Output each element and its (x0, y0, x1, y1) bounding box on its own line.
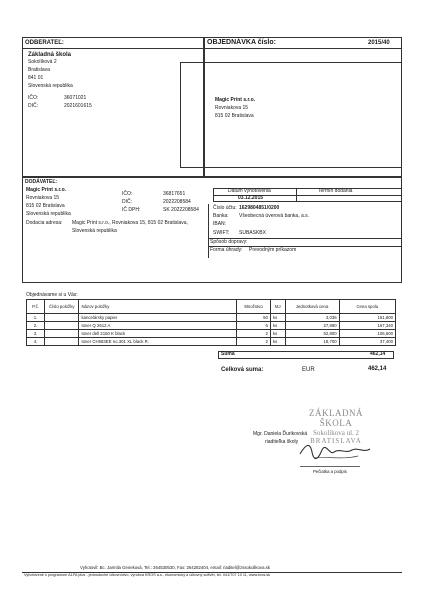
due-label: Termín dodania (318, 188, 353, 194)
row-pc: 3. (27, 330, 45, 338)
row-name: kancelársky papier (79, 314, 237, 322)
signature-caption: Pečiatka a podpis (313, 469, 347, 474)
th-pc: P.č. (27, 300, 45, 314)
payment-method-label: Forma úhrady: (210, 247, 243, 253)
table-row (27, 322, 396, 330)
items-intro: Objednávame si u Vás: (26, 292, 78, 298)
table-row (27, 314, 396, 322)
row-qty: 50 (237, 314, 271, 322)
recipient-city: 815 02 Bratislava (215, 113, 254, 119)
row-price: 18,700 (285, 338, 339, 346)
supplier-dic-label: DIČ: (122, 199, 132, 205)
supplier-ico-label: IČO: (122, 191, 133, 197)
supplier-divider (208, 204, 209, 258)
customer-box (22, 37, 204, 177)
row-code (45, 338, 79, 346)
handwritten-signature (296, 438, 376, 464)
order-heading-rule (204, 48, 402, 49)
created-date: 03.12.2015 (238, 195, 264, 201)
iban-label: IBAN: (213, 221, 227, 227)
supplier-city: 815 02 Bratislava (26, 203, 65, 209)
signer-role: riaditeľka školy (265, 439, 299, 445)
row-code (45, 322, 79, 330)
row-total: 151,800 (339, 314, 395, 322)
bank-name: Všeobecná úverová banka, a.s. (239, 213, 310, 219)
row-name: toner Q 2612 A (79, 322, 237, 330)
payment-method: Prevodným príkazom (249, 247, 297, 253)
recipient-street: Rovniakova 15 (215, 105, 249, 111)
sum-label: Suma (221, 351, 235, 357)
row-qty: 2 (237, 338, 271, 346)
customer-heading: ODBERATEĽ: (25, 40, 64, 46)
sum-box (218, 351, 394, 359)
th-total: Cena spolu (339, 300, 395, 314)
row-total: 167,340 (339, 322, 395, 330)
signer-name: Mgr. Daniela Ďurikovská (253, 431, 308, 437)
stamp-line1: ZÁKLADNÁ ŠKOLA (309, 408, 363, 428)
recipient-name: Magic Print s.r.o. (215, 97, 256, 103)
table-row (27, 330, 396, 338)
customer-ico: 36071021 (64, 95, 87, 101)
row-unit: ks (270, 314, 285, 322)
account-number: 1629804851/0200 (239, 205, 280, 211)
customer-zip: 841 01 (28, 75, 44, 81)
stamp-line2: Sokolíkova ul. 2 (312, 429, 360, 437)
th-code: Číslo položky (45, 300, 79, 314)
row-unit: ks (270, 322, 285, 330)
supplier-delivery-line2: Slovenská republika (72, 228, 117, 234)
supplier-name: Magic Print s.r.o. (26, 187, 67, 193)
swift-label: SWIFT: (213, 230, 230, 236)
row-qty: 6 (237, 322, 271, 330)
row-total: 105,600 (339, 330, 395, 338)
signature-line (300, 466, 360, 467)
supplier-icdph-label: IČ DPH: (122, 207, 141, 213)
row-name: toner CH583EE no.301 XL black R. (79, 338, 237, 346)
customer-dic: 2021601615 (64, 103, 92, 109)
footer-contact: Vyhotovil: Bc. Jarmila Geneková, Tel.: 264530530, Fax: 264282404, email: riaditel@zssokolikova.sk (80, 565, 270, 570)
customer-city: Bratislava (28, 67, 50, 73)
shipping-label: Spôsob dopravy: (210, 239, 248, 245)
row-price: 52,800 (285, 330, 339, 338)
row-code (45, 314, 79, 322)
customer-ico-label: IČO: (28, 95, 39, 101)
supplier-country: Slovenská republika (26, 211, 71, 217)
customer-country: Slovenská republika (28, 83, 73, 89)
row-pc: 1. (27, 314, 45, 322)
account-label: Číslo účtu: (213, 205, 237, 211)
customer-street: Sokolíková 2 (28, 59, 57, 65)
row-unit: ks (270, 330, 285, 338)
row-price: 3,036 (285, 314, 339, 322)
supplier-ico: 36817651 (163, 191, 186, 197)
th-price: Jednotková cena (285, 300, 339, 314)
footer-software: Vyhotovené s programom ALFA plus - jednoduché účtovníctvo, výrobca KROS a.s., ekonomický a účtovný softvér, tel. 041/707 10 11, www.kros.sk (24, 573, 271, 577)
table-row (27, 338, 396, 346)
customer-heading-rule (22, 48, 204, 49)
dates-col-rule (296, 188, 297, 202)
recipient-address-box (180, 62, 402, 168)
supplier-delivery-line1: Magic Print s.r.o., Rovniakova 15, 815 02 Bratislava, (72, 220, 188, 226)
row-code (45, 330, 79, 338)
row-price: 27,890 (285, 322, 339, 330)
table-header-row (27, 300, 396, 314)
order-number: 2015/40 (368, 40, 390, 46)
items-table (26, 299, 396, 346)
row-pc: 2. (27, 322, 45, 330)
row-name: toner dell 2150 K black (79, 330, 237, 338)
stamp-line3: BRATISLAVA (310, 437, 362, 445)
order-heading: OBJEDNÁVKA číslo: (207, 39, 276, 46)
supplier-heading: DODÁVATEĽ: (25, 179, 58, 185)
supplier-street: Rovniakova 15 (26, 195, 60, 201)
th-unit: MJ (270, 300, 285, 314)
sum-value: 462,14 (370, 351, 386, 357)
row-pc: 4. (27, 338, 45, 346)
total-label: Celková suma: (221, 367, 264, 373)
row-unit: ks (270, 338, 285, 346)
supplier-delivery-label: Dodacia adresa: (26, 220, 63, 226)
total-currency: EUR (302, 367, 315, 373)
customer-name: Základná škola (28, 52, 72, 58)
supplier-dic: 2022208584 (163, 199, 191, 205)
bank-label: Banka: (213, 213, 229, 219)
created-label: Dátum vyhotovenia (228, 188, 271, 194)
swift-value: SUBASKBX (239, 230, 266, 236)
total-value: 462,14 (368, 366, 387, 372)
row-qty: 2 (237, 330, 271, 338)
row-total: 37,400 (339, 338, 395, 346)
th-name: Názov položky (79, 300, 237, 314)
th-qty: Množstvo (237, 300, 271, 314)
supplier-icdph: SK 2022208584 (163, 207, 199, 213)
customer-dic-label: DIČ: (28, 103, 38, 109)
